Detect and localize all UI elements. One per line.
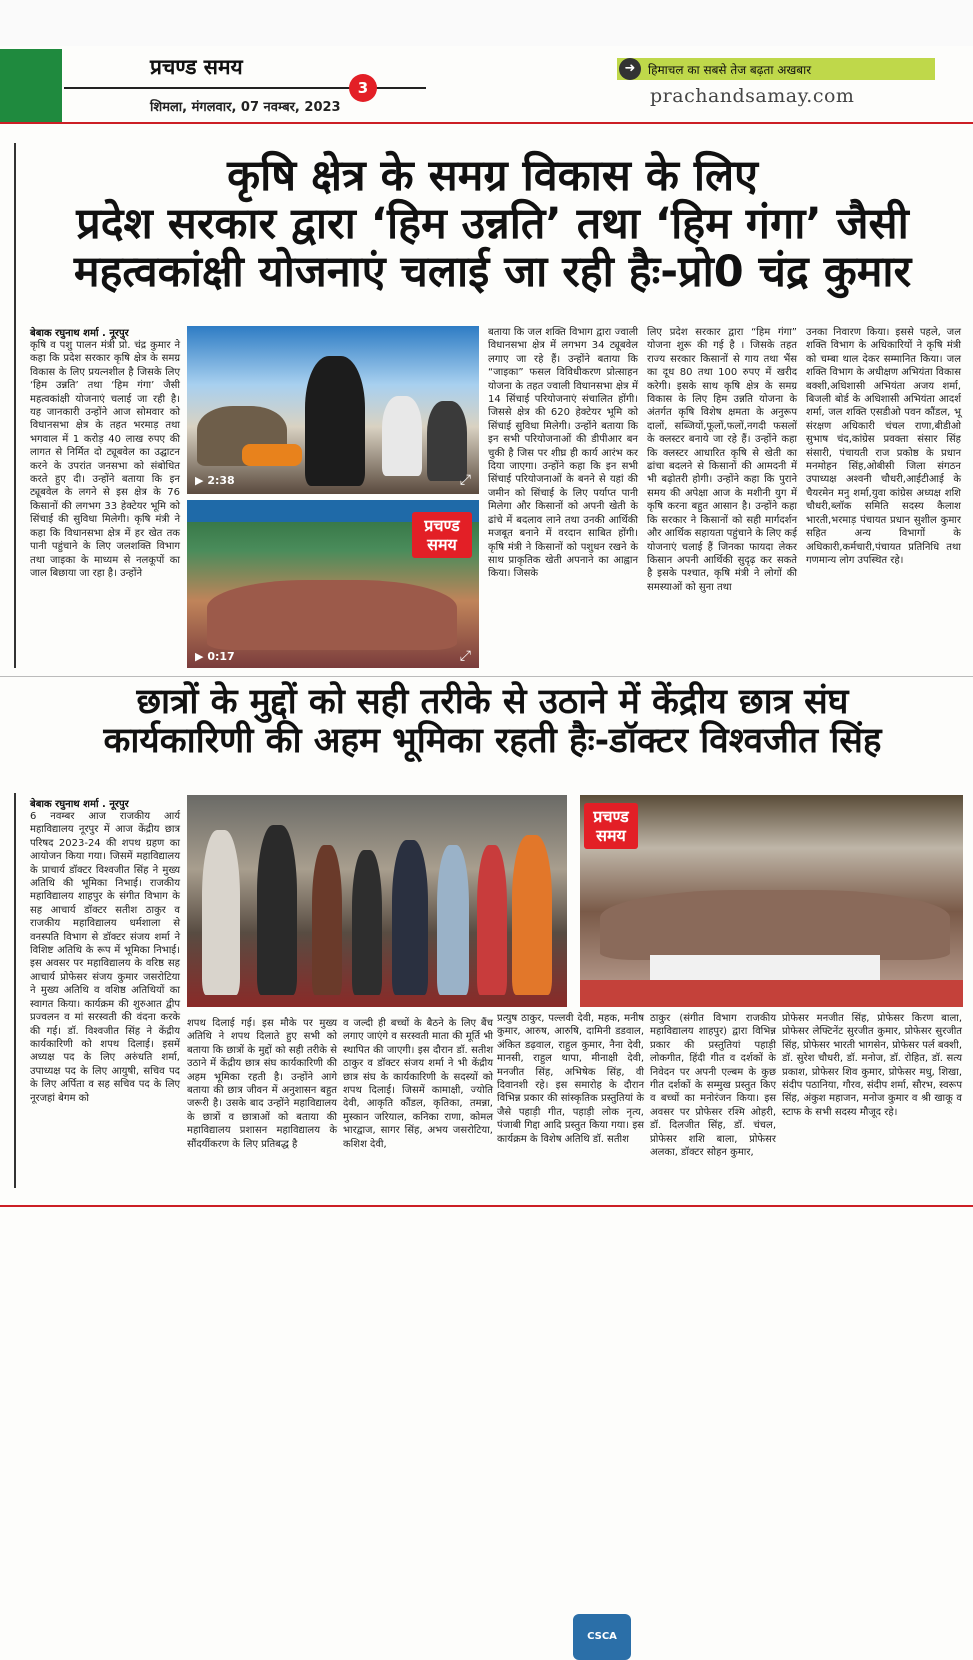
top-strip [0, 0, 973, 46]
audience-crowd [600, 890, 950, 960]
brand-watermark: प्रचण्ड समय [584, 803, 638, 849]
story2-column-5: ठाकुर (संगीत विभाग राजकीय महाविद्यालय शाहपुर) द्वारा विभिन्न प्रकार की प्रस्तुतियां पहाड़ी लोकगीत, हिंदी गीत व दर्शकों के निवेदन पर अपनी एल्बम के कुछ गीत दर्शकों के सम्मुख प्रस्तुत किए व बच्चों का मनोरंजन किया। इस अवसर पर प्रोफेसर रश्मि ओहरी, डॉ. दिलजीत सिंह, डॉ. चंचल, प्रोफेसर शशि बाला, प्रोफेसर अलका, डॉक्टर सोहन कुमार, [650, 1013, 776, 1159]
video-timestamp [195, 474, 235, 487]
footer-divider [0, 1205, 973, 1207]
story1-column-4: उनका निवारण किया। इससे पहले, जल शक्ति विभाग के अधिकारियों ने कृषि मंत्री को चम्बा थाल देकर सम्मानित किया। जल शक्ति विभाग के अधीक्षण अभियंता विकास बक्शी,अधिशासी अभियंता अजय शर्मा, बिजली बोर्ड के अधिशासी अभियंता आदर्श शर्मा, जल शक्ति एसडीओ पवन कौंडल, भू संरक्षण अधिकारी चंचल राणा,बीडीओ सुभाष चंद,कांग्रेस प्रवक्ता संसार सिंह संसारी, पंचायती राज प्रकोष्ठ के प्रधान मनमोहन सिंह,ओबीसी जिला संगठन उपाध्यक्ष अश्वनी चौधरी,आईटीआई के चैयरमेन मनु शर्मा,युवा कांग्रेस अध्यक्ष शशि चौधरी,ब्लॉक समिति सदस्य कैलाश भारती,भरमाड़ पंचायत प्रधान सुशील कुमार सहित अन्य विभागों के अधिकारी,कर्मचारी,पंचायत प्रतिनिधि तथा गणमान्य लोग उपस्थित रहे। [806, 327, 961, 566]
masthead-title: प्रचण्ड समय [150, 54, 243, 79]
story2-column-4: प्रत्युष ठाकुर, पल्लवी देवी, महक, मनीष कुमार, आरुष, आरुषि, दामिनी डडवाल, अंकित डढ़वाल, राहुल कुमार, नैना देवी, मानसी, राहुल थापा, मीनाक्षी देवी, मनजीत सिंह, अभिषेक सिंह, वी दिवानशी रहे। इस समारोह के दौरान विभिन्न प्रकार की सांस्कृतिक प्रस्तुतियां के जैसे पहाड़ी गीत, पहाड़ी लोक नृत्य, पंजाबी गिद्दा आदि प्रस्तुत किया गया। इस कार्यक्रम के विशेष अतिथि डॉ. सतीश [497, 1013, 644, 1145]
website-url[interactable]: prachandsamay.com [650, 85, 855, 107]
csca-banner: CSCA [573, 1614, 631, 1660]
story1-column-2: बताया कि जल शक्ति विभाग द्वारा ज्वाली विधानसभा क्षेत्र में लगभग 34 ट्यूबवेल लगाए जा रहे हैं। उन्होंने बताया कि “जाइका” फसल विविधीकरण प्रोत्साहन योजना के तहत ज्वाली विधानसभा क्षेत्र में 14 सिंचाई परियोजनाएं संचालित होंगी। जिससे क्षेत्र की 620 हेक्टेयर भूमि को सिंचाई सुविधा मिलेगी। उन्होंने बताया कि इन सभी परियोजनाओं की डीपीआर बन चुकी है जिस पर शीघ्र ही कार्य आरंभ कर दिया जाएगा। उन्होंने कहा कि इन सभी सिंचाई परियोजनाओं के बनने से यहां की जमीन को सिंचाई के लिए पर्याप्त पानी मिलेगा और किसानों को अपनी खेती के ढांचे में बदलाव लाने तथा उनकी आर्थिकी मजबूत बनाने में वरदान साबित होंगी। कृषि मंत्री ने किसानों को पशुधन रखने के साथ प्राकृतिक खेती अपनाने का आह्वान किया। जिसके [488, 327, 638, 580]
headline-line: महत्वकांक्षी योजनाएं चलाई जा रही हैः-प्रो0 चंद्र कुमार [73, 247, 912, 298]
play-icon[interactable]: ▶ [195, 474, 204, 487]
column-rule [14, 143, 16, 668]
story2-column-1: 6 नवम्बर आज राजकीय आर्य महाविद्यालय नूरपुर में आज केंद्रीय छात्र परिषद 2023-24 की शपथ ग्रहण का आयोजन किया गया। जिसमें महाविद्यालय के प्राचार्य डॉक्टर विश्वजीत सिंह ने मुख्य अतिथि की भूमिका निभाई। राजकीय महाविद्यालय शाहपुर के संगीत विभाग के सह आचार्य डॉक्टर सतीश ठाकुर व राजकीय महाविद्यालय धर्मशाला से वनस्पति विभाग से डॉक्टर संजय शर्मा ने विशिष्ट अतिथि के रूप में भूमिका निभाई। इस अवसर पर महाविद्यालय के वरिष्ठ सह आचार्य प्रोफेसर संजय कुमार जसरोटिया ने मुख्य अतिथि व वशिष्ठ अतिथियों का स्वागत किया। कार्यक्रम की शुरुआत द्वीप प्रज्वलन व मां सरस्वती की वंदना करके की गई। डॉ. विश्वजीत सिंह ने केंद्रीय कार्यकारिणी को शपथ दिलाई। इसमें अध्यक्ष पद के लिए अरुंधति शर्मा, उपाध्यक्ष पद के लिए आयुषी, सचिव पद के लिए अर्पिता व सह सचिव पद के लिए नूरजहां बेगम को [30, 811, 180, 1104]
column-rule [14, 793, 16, 1188]
video-timestamp [195, 650, 235, 663]
audience-crowd [207, 580, 457, 650]
story1-column-1: कृषि व पशु पालन मंत्री प्रो. चंद्र कुमार ने कहा कि प्रदेश सरकार कृषि क्षेत्र के समग्र विकास के लिए प्रयत्नशील है जिसके लिए ‘हिम उन्नति’ तथा ‘हिम गंगा’ जैसी महत्वकांक्षी योजनाएं चलाई जा रही है। यह जानकारी उन्होंने आज सोमवार को विधानसभा क्षेत्र के तहत भरमाड़ तथा भगवाल में 1 करोड़ 40 लाख रुपए की लागत से निर्मित दो ट्यूबवेल का उद्घाटन करने के उपरांत जनसभा को संबोधित करते हुए दी। उन्होंने बताया कि इन ट्यूबवेल के लगने से इस क्षेत्र के 76 किसानों की लगभग 33 हेक्टेयर भूमि को सिंचाई की सुविधा मिलेगी। कृषि मंत्री ने कहा कि विधानसभा क्षेत्र में हर खेत तक पानी पहुंचाने के लिए जलशक्ति विभाग तथा जाइका के माध्यम से नलकूपों का जाल बिछाया जा रहा है। उन्होंने [30, 340, 180, 579]
video-duration: 2:38 [207, 474, 235, 487]
standing-figure [437, 845, 469, 995]
headline-line: कार्यकारिणी की अहम भूमिका रहती हैः-डॉक्टर विश्वजीत सिंह [103, 721, 882, 762]
story2-column-6: प्रोफेसर मनजीत सिंह, प्रोफेसर किरण बाला, प्रोफेसर लेफ्टिनेंट सुरजीत कुमार, प्रोफेसर सुरजीत सिंह, प्रोफेसर भारती भागसेन, प्रोफेसर पर्ल बक्शी, डॉ. सुरेश चौधरी, डॉ. मनोज, डॉ. रोहित, डॉ. सत्य प्रकाश, प्रोफेसर शिव कुमार, प्रोफेसर मधु, शिखा, संदीप पठानिया, गौरव, संदीप शर्मा, सौरभ, स्वरूप सिंह, अंकुश महाजन, मनोज कुमार व श्री खाकू व स्टाफ के सभी सदस्य मौजूद रहे। [782, 1013, 962, 1118]
tagline: हिमाचल का सबसे तेज बढ़ता अखबार [648, 63, 812, 77]
story2-photo-audience [580, 795, 963, 1007]
stage-table [650, 955, 880, 981]
arrow-right-icon: ➜ [619, 58, 641, 80]
story2-headline [20, 683, 965, 761]
standing-figure [392, 840, 428, 995]
brand-watermark: प्रचण्ड समय [412, 512, 472, 558]
dateline: शिमला, मंगलवार, 07 नवम्बर, 2023 [150, 100, 341, 115]
flower-arrangement [242, 444, 302, 466]
seated-figure [382, 396, 422, 476]
section-marker [0, 49, 62, 122]
video-duration: 0:17 [207, 650, 235, 663]
standing-figure [312, 845, 342, 995]
headline-line: कृषि क्षेत्र के समग्र विकास के लिए [227, 151, 758, 201]
expand-icon[interactable]: ⤢ [459, 472, 471, 488]
seated-figure [427, 401, 467, 481]
story1-video-1[interactable] [187, 326, 479, 494]
story2-byline: बेबाक रघुनाथ शर्मा . नूरपुर [30, 799, 129, 810]
headline-line: प्रदेश सरकार द्वारा ‘हिम उन्नति’ तथा ‘हिम गंगा’ जैसी [76, 199, 909, 250]
play-icon[interactable]: ▶ [195, 650, 204, 663]
story1-headline [20, 152, 965, 296]
carpet [580, 980, 963, 1007]
standing-figure [512, 835, 552, 995]
speaker-figure [305, 356, 365, 486]
story1-byline: बेबाक रघुनाथ शर्मा . नूरपुर [30, 328, 129, 339]
page-number-badge: 3 [349, 74, 377, 102]
headline-line: छात्रों के मुद्दों को सही तरीके से उठाने में केंद्रीय छात्र संघ [136, 682, 849, 722]
header-divider [0, 122, 973, 124]
standing-figure [477, 845, 507, 995]
expand-icon[interactable]: ⤢ [459, 648, 471, 664]
story2-column-2: शपथ दिलाई गई। इस मौके पर मुख्य अतिथि ने शपथ दिलाते हुए सभी को बताया कि छात्रों के मुद्दों को सही तरीके से उठाने में केंद्रीय छात्र संघ कार्यकारिणी की अहम भूमिका रहती है। उन्होंने आगे बताया की छात्र जीवन में अनुशासन बहुत जरूरी है। उसके बाद उन्होंने महाविद्यालय के छात्रों व छात्राओं को बताया की महाविद्यालय प्रशासन महाविद्यालय के सौंदर्यीकरण के लिए प्रतिबद्ध है [187, 1018, 337, 1150]
story2-column-3: व जल्दी ही बच्चों के बैठने के लिए बैंच लगाए जाएंगे व सरस्वती माता की मूर्ति भी स्थापित की जाएगी। इस दौरान डॉ. सतीश ठाकुर व डॉक्टर संजय शर्मा ने भी केंद्रीय छात्र संघ के कार्यकारिणी के सदस्यों को शपथ दिलाई। जिसमें कामाक्षी, ज्योति देवी, आकृति कौंडल, कृतिका, तमन्ना, मुस्कान जरियाल, कनिका राणा, कोमल भारद्वाज, सागर सिंह, अभय जसरोटिया, कशिश देवी, [343, 1018, 493, 1150]
story1-column-3: लिए प्रदेश सरकार द्वारा “हिम गंगा” योजना शुरू की गई है । जिसके तहत राज्य सरकार किसानों से गाय तथा भैंस का दूध 80 तथा 100 रुपए में खरीद करेगी। इसके साथ कृषि क्षेत्र के समग्र विकास के लिए हिम उन्नति योजना के अंतर्गत कृषि विशेष क्षमता के अनुरूप दालों, सब्जियों,फूलों,फलों,नगदी फसलों के क्लस्टर बनाये जा रहे हैं। उन्होंने कहा कि क्लस्टर आधारित कृषि से खेती का ढांचा बदलने से किसानों की आमदनी में भी बढ़ोतरी होगी। उन्होंने कहा कि पुराने समय की अपेक्षा आज के मशीनी युग में कृषि करना बहुत आसान है। उन्होंने कहा कि सरकार ने किसानों को सही मार्गदर्शन और आर्थिक सहायता पहुंचाने के लिए कई योजनाएं चलाई हैं जिनका फायदा लेकर किसान अपनी आर्थिकी सुदृढ़ कर सकते है इसके पश्चात, कृषि मंत्री ने लोगों की समस्याओं को सुना तथा [647, 327, 797, 593]
standing-figure [257, 825, 297, 995]
story-divider [0, 676, 973, 677]
story1-video-2[interactable] [187, 500, 479, 668]
standing-figure [202, 830, 240, 995]
standing-figure [352, 850, 382, 995]
